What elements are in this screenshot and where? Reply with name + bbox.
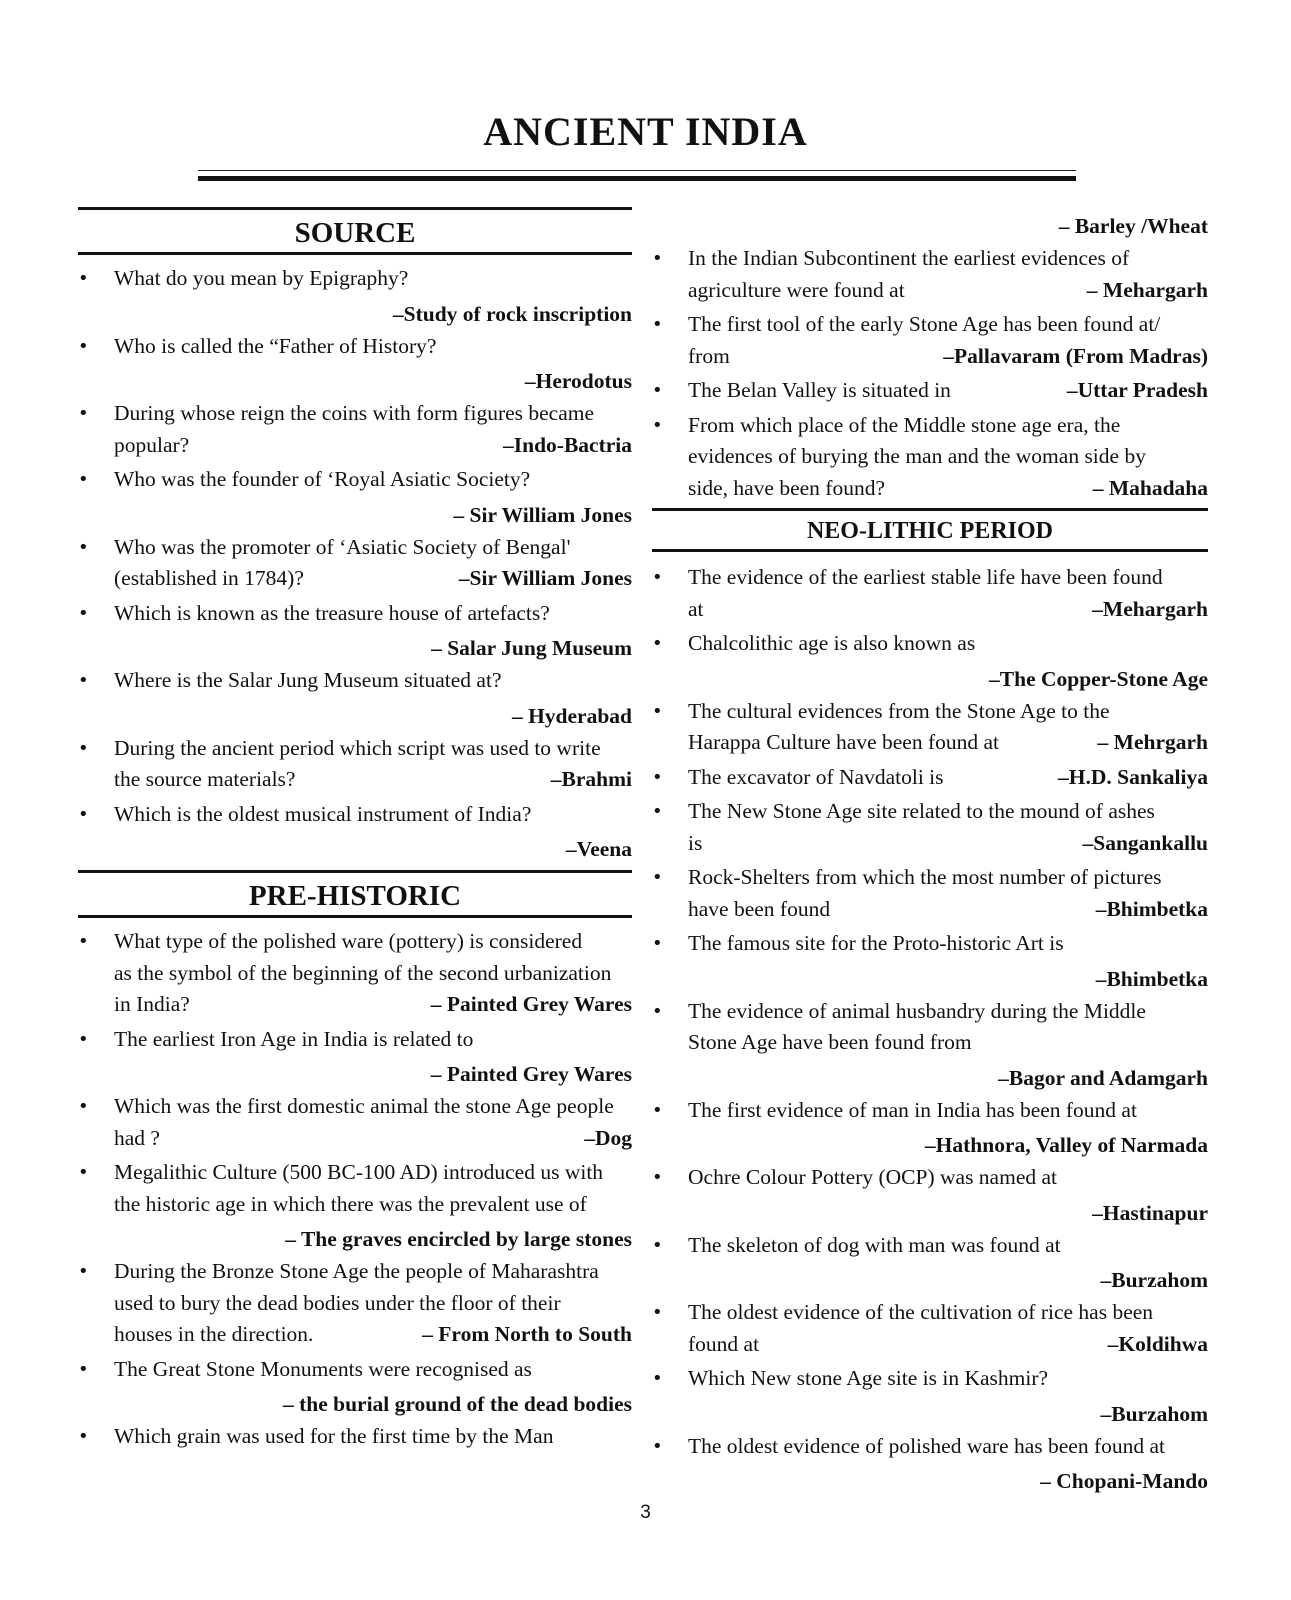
list-item: • Ochre Colour Pottery (OCP) was named at (652, 1162, 1208, 1194)
list-item: • The Belan Valley is situated in –Uttar Pradesh (652, 375, 1208, 407)
answer: – Painted Grey Wares (430, 992, 632, 1016)
list-item: • Chalcolithic age is also known as (652, 628, 1208, 660)
list-item: • Which grain was used for the first time by the Man (78, 1421, 632, 1453)
answer: – Mahadaha (1092, 475, 1208, 500)
list-item: • Which is the oldest musical instrument of India? (78, 799, 632, 831)
answer: –Koldihwa (1107, 1331, 1208, 1356)
answer: –Hathnora, Valley of Narmada (924, 1133, 1208, 1157)
answer: – From North to South (422, 1322, 632, 1346)
section-heading-neolithic: NEO-LITHIC PERIOD (652, 508, 1208, 552)
answer: –Bagor and Adamgarh (998, 1065, 1208, 1090)
list-item: • The excavator of Navdatoli is –H.D. Sankaliya (652, 762, 1208, 794)
answer: – Painted Grey Wares (430, 1062, 632, 1086)
answer: –Hastinapur (1092, 1200, 1208, 1225)
answer: –Herodotus (524, 369, 632, 393)
answer: –Uttar Pradesh (1066, 378, 1208, 402)
list-item: • The Great Stone Monuments were recognised as (78, 1354, 632, 1386)
list-item: • The oldest evidence of polished ware has been found at (652, 1431, 1208, 1463)
answer: –Mehargarh (1092, 596, 1208, 621)
answer: –Sir William Jones (458, 566, 632, 590)
list-item: • The oldest evidence of the cultivation of rice has been found at –Koldihwa (652, 1297, 1208, 1360)
answer: –Pallavaram (From Madras) (943, 343, 1208, 368)
list-item: • During the Bronze Stone Age the people of Maharashtra used to bury the dead bodies under the floor of their houses in the direction. – From North to South (78, 1256, 632, 1351)
list-item: • During the ancient period which script was used to write the source materials? –Brahmi (78, 733, 632, 796)
answer: –Sangankallu (1082, 830, 1208, 855)
section-heading-prehistoric: PRE-HISTORIC (78, 870, 632, 918)
list-item: • What type of the polished ware (pottery) is considered as the symbol of the beginning of the second urbanization in India? – Painted Grey Wares (78, 926, 632, 1021)
answer: – the burial ground of the dead bodies (282, 1392, 632, 1416)
list-item: • Who was the promoter of ‘Asiatic Society of Bengal' (established in 1784)? –Sir William Jones (78, 532, 632, 595)
title-rule-thick (198, 176, 1076, 181)
answer: –Study of rock inscription (392, 301, 632, 326)
answer: –Dog (584, 1125, 632, 1150)
list-item: • Who was the founder of ‘Royal Asiatic Society? (78, 464, 632, 496)
list-item: • The earliest Iron Age in India is related to (78, 1024, 632, 1056)
list-item: • The evidence of animal husbandry during the Middle Stone Age have been found from (652, 996, 1208, 1059)
answer: – Sir William Jones (453, 502, 632, 527)
page-title: ANCIENT INDIA (483, 109, 808, 154)
answer: – Hyderabad (511, 703, 632, 728)
list-item: • The New Stone Age site related to the mound of ashes is –Sangankallu (652, 796, 1208, 859)
answer: –Brahmi (550, 767, 632, 791)
list-item: • Who is called the “Father of History? (78, 331, 632, 363)
answer: –The Copper-Stone Age (989, 666, 1208, 691)
answer: – Mehrgarh (1097, 730, 1208, 754)
answer: –Bhimbetka (1095, 966, 1208, 991)
answer: –Burzahom (1100, 1401, 1208, 1426)
answer: – Salar Jung Museum (431, 636, 632, 660)
list-item: • Where is the Salar Jung Museum situated at? (78, 665, 632, 697)
answer: –Indo-Bactria (503, 432, 632, 457)
list-item: • Rock-Shelters from which the most number of pictures have been found –Bhimbetka (652, 862, 1208, 925)
list-item: • The skeleton of dog with man was found at (652, 1230, 1208, 1262)
list-item: • During whose reign the coins with form figures became popular? –Indo-Bactria (78, 398, 632, 461)
list-item: • The evidence of the earliest stable life have been found at –Mehargarh (652, 562, 1208, 625)
answer: – Chopani-Mando (1040, 1469, 1208, 1493)
title-rule-thin (198, 170, 1076, 171)
list-item: • In the Indian Subcontinent the earliest evidences of agriculture were found at – Mehargarh (652, 243, 1208, 306)
list-item: • From which place of the Middle stone age era, the evidences of burying the man and the woman side by side, have been found? – Mahadaha (652, 410, 1208, 505)
list-item: • Which was the first domestic animal the stone Age people had ? –Dog (78, 1091, 632, 1154)
list-item: • The first evidence of man in India has been found at (652, 1095, 1208, 1127)
list-item: • Which New stone Age site is in Kashmir? (652, 1363, 1208, 1395)
list-item: • The first tool of the early Stone Age has been found at/ from –Pallavaram (From Madras) (652, 309, 1208, 372)
right-column (652, 210, 1208, 1498)
list-item: • The cultural evidences from the Stone Age to the Harappa Culture have been found at – Mehrgarh (652, 696, 1208, 759)
list-item: • Megalithic Culture (500 BC-100 AD) introduced us with the historic age in which there was the prevalent use of (78, 1157, 632, 1220)
list-item: • The famous site for the Proto-historic Art is (652, 928, 1208, 960)
answer: – The graves encircled by large stones (285, 1227, 632, 1251)
section-heading-source: SOURCE (78, 207, 632, 255)
page-number: 3 (640, 1502, 651, 1523)
answer: –Burzahom (1100, 1268, 1208, 1292)
answer: – Mehargarh (1086, 277, 1208, 302)
list-item: • What do you mean by Epigraphy? (78, 263, 632, 295)
left-column (78, 207, 632, 1456)
answer: –H.D. Sankaliya (1058, 764, 1208, 789)
answer: –Bhimbetka (1095, 896, 1208, 921)
answer: –Veena (565, 837, 632, 861)
list-item: • Which is known as the treasure house of artefacts? (78, 598, 632, 630)
answer-continued: – Barley /Wheat (1058, 214, 1208, 238)
